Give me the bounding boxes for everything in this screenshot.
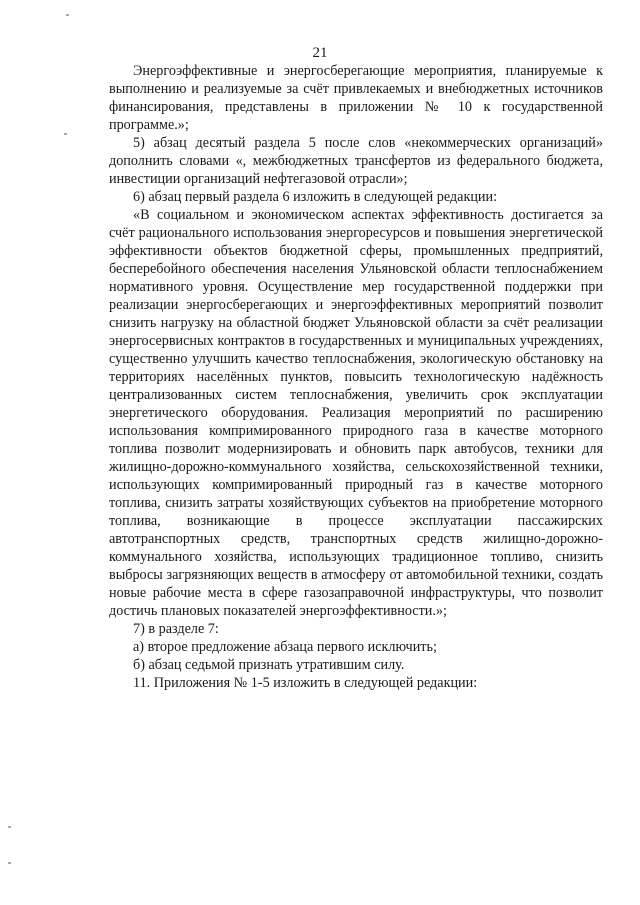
paragraph-item-7: 7) в разделе 7: — [133, 621, 219, 637]
paragraph-appendix-10: Энергоэффективные и энергосберегающие мероприятия, планируемые к выполнению и реализуемые за счёт привлекаемых и внебюджетных источников финансирования, представлены в приложении № 10 к государственной программе.»; — [109, 63, 603, 133]
scan-speck — [64, 133, 67, 135]
page-number: 21 — [312, 45, 328, 61]
paragraph-item-11: 11. Приложения № 1-5 изложить в следующей редакции: — [133, 675, 478, 691]
paragraph-section-6-text: «В социальном и экономическом аспектах эффективность достигается за счёт рационального использования энергоресурсов и повышения энергетической эффективности объектов бюджетной сферы, промышленных предприятий, бесперебойного обеспечения населения Ульяновской области теплоснабжением нормативного уровня. Осуществление мер государственной поддержки при реализации энергосберегающих и энергоэффективных мероприятий позволит снизить нагрузку на областной бюджет Ульяновской области за счёт реализации энергосервисных контрактов в государственных и муниципальных учреждениях, существенно улучшить качество теплоснабжения, экологическую обстановку на территориях населённых пунктов, повысить технологическую надёжность централизованных систем теплоснабжения, увеличить срок эксплуатации энергетического оборудования. Реализация мероприятий по расширению использования компримированного природного газа в качестве моторного топлива позволит модернизировать и обновить парк автобусов, техники для жилищно-дорожно-коммунального хозяйства, сельскохозяйственной техники, использующих компримированный природный газ в качестве моторного топлива, снизить затраты хозяйствующих субъектов на приобретение моторного топлива, возникающие в процессе эксплуатации пассажирских автотранспортных средств, транспортных средств жилищно-дорожно-коммунального хозяйства, использующих традиционное топливо, снизить выбросы загрязняющих веществ в атмосферу от автомобильной техники, создать новые рабочие места в сфере газозаправочной инфраструктуры, что позволит достичь плановых показателей энергоэффективности.»; — [109, 207, 603, 619]
paragraph-item-7b: б) абзац седьмой признать утратившим силу. — [133, 657, 405, 673]
scan-speck — [8, 826, 11, 828]
paragraph-item-7a: а) второе предложение абзаца первого исключить; — [133, 639, 437, 655]
scan-speck — [8, 862, 11, 864]
scan-speck — [66, 14, 69, 16]
paragraph-item-6: 6) абзац первый раздела 6 изложить в следующей редакции: — [133, 189, 498, 205]
document-body — [109, 62, 603, 692]
paragraph-item-5: 5) абзац десятый раздела 5 после слов «некоммерческих организаций» дополнить словами «, межбюджетных трансфертов из федерального бюджета, инвестиции организаций нефтегазовой отрасли»; — [109, 135, 603, 187]
